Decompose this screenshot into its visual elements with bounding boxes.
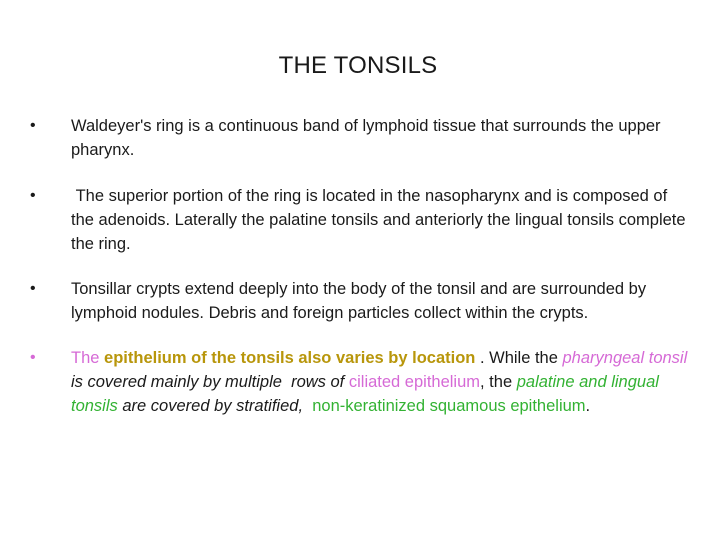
- bullet-item: [30, 184, 690, 256]
- bullet-text: The superior portion of the ring is located in the nasopharynx and is composed of the adenoids. Laterally the palatine tonsils and anteriorly the lingual tonsils complete the ring.: [71, 187, 691, 253]
- text-segment: .: [585, 397, 591, 415]
- bullet-dot: •: [30, 280, 36, 297]
- text-segment: are covered by stratified,: [117, 397, 313, 415]
- bullet-dot: •: [30, 117, 36, 134]
- bullet-text: Tonsillar crypts extend deeply into the body of the tonsil and are surrounded by lymphoid nodules. Debris and foreign particles collect within the crypts.: [71, 280, 647, 322]
- bullet-dot: •: [30, 187, 36, 204]
- text-segment: The: [71, 349, 105, 367]
- bullet-text: Waldeyer's ring is a continuous band of lymphoid tissue that surrounds the upper pharynx.: [71, 117, 661, 159]
- highlight-ciliated-epithelium: ciliated epithelium: [348, 373, 481, 391]
- highlight-epithelium-location: epithelium of the tonsils also varies by location: [104, 349, 476, 367]
- bullet-item: [30, 114, 690, 162]
- highlight-squamous-epithelium: non-keratinized squamous epithelium: [312, 397, 586, 415]
- bullet-text-rich: [71, 349, 692, 415]
- bullet-item: [30, 346, 690, 418]
- text-segment: , the: [480, 373, 517, 391]
- text-segment: is covered mainly by multiple rows of: [71, 349, 692, 391]
- highlight-pharyngeal-tonsil: pharyngeal tonsil: [562, 349, 688, 367]
- bullet-list: [30, 114, 690, 438]
- slide-title: THE TONSILS: [278, 52, 438, 79]
- bullet-item: [30, 277, 690, 325]
- bullet-dot: •: [30, 349, 36, 366]
- text-segment: . While the: [475, 349, 563, 367]
- highlight-palatine-lingual-tonsils: palatine and lingual tonsils: [71, 373, 664, 415]
